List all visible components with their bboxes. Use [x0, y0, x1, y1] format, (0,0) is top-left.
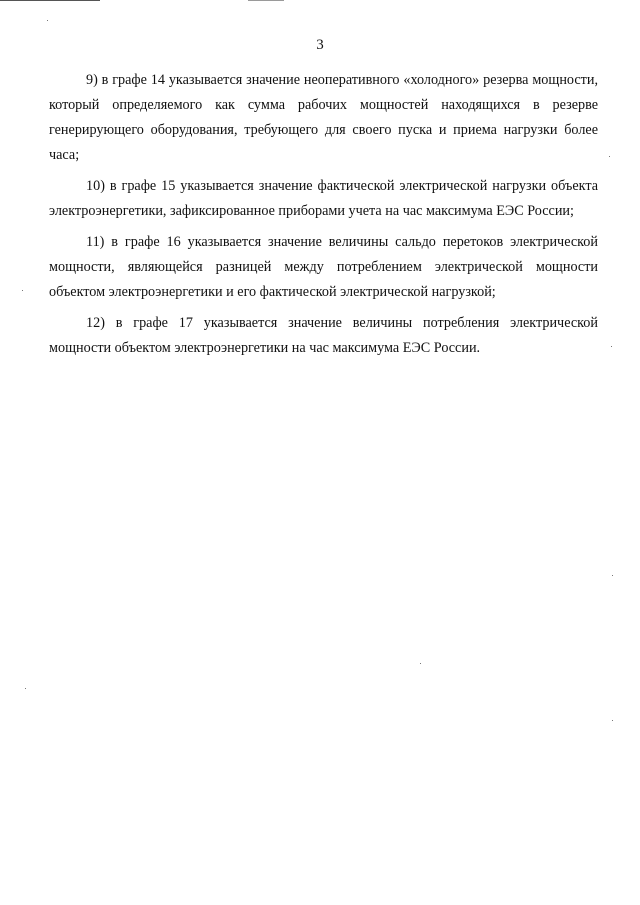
scan-speck — [609, 156, 610, 157]
paragraph-item-11: 11) в графе 16 указывается значение величины сальдо перетоков электрической мощности, являющейся разницей между потреблением электрической мощности объектом электроэнергетики и его фактической электрической нагрузкой; — [49, 234, 598, 300]
scan-speck — [25, 688, 26, 689]
paragraph-item-12: 12) в графе 17 указывается значение величины потребления электрической мощности объектом электроэнергетики на час максимума ЕЭС России. — [49, 315, 598, 356]
scan-speck — [612, 575, 613, 576]
scan-speck — [611, 346, 612, 347]
scan-edge-line — [0, 0, 100, 1]
paragraph-item-9: 9) в графе 14 указывается значение неоперативного «холодного» резерва мощности, который определяемого как сумма рабочих мощностей находящихся в резерве генерирующего оборудования, требующего для своего пуска и приема нагрузки более часа; — [49, 72, 598, 163]
paragraph-item-10: 10) в графе 15 указывается значение фактической электрической нагрузки объекта электроэнергетики, зафиксированное приборами учета на час максимума ЕЭС России; — [49, 178, 598, 219]
scan-speck — [47, 20, 48, 21]
document-body — [49, 68, 598, 367]
scan-speck — [420, 663, 421, 664]
scan-edge-line — [248, 0, 284, 1]
scan-speck — [612, 720, 613, 721]
page-number: 3 — [316, 37, 324, 53]
scan-speck — [22, 290, 23, 291]
